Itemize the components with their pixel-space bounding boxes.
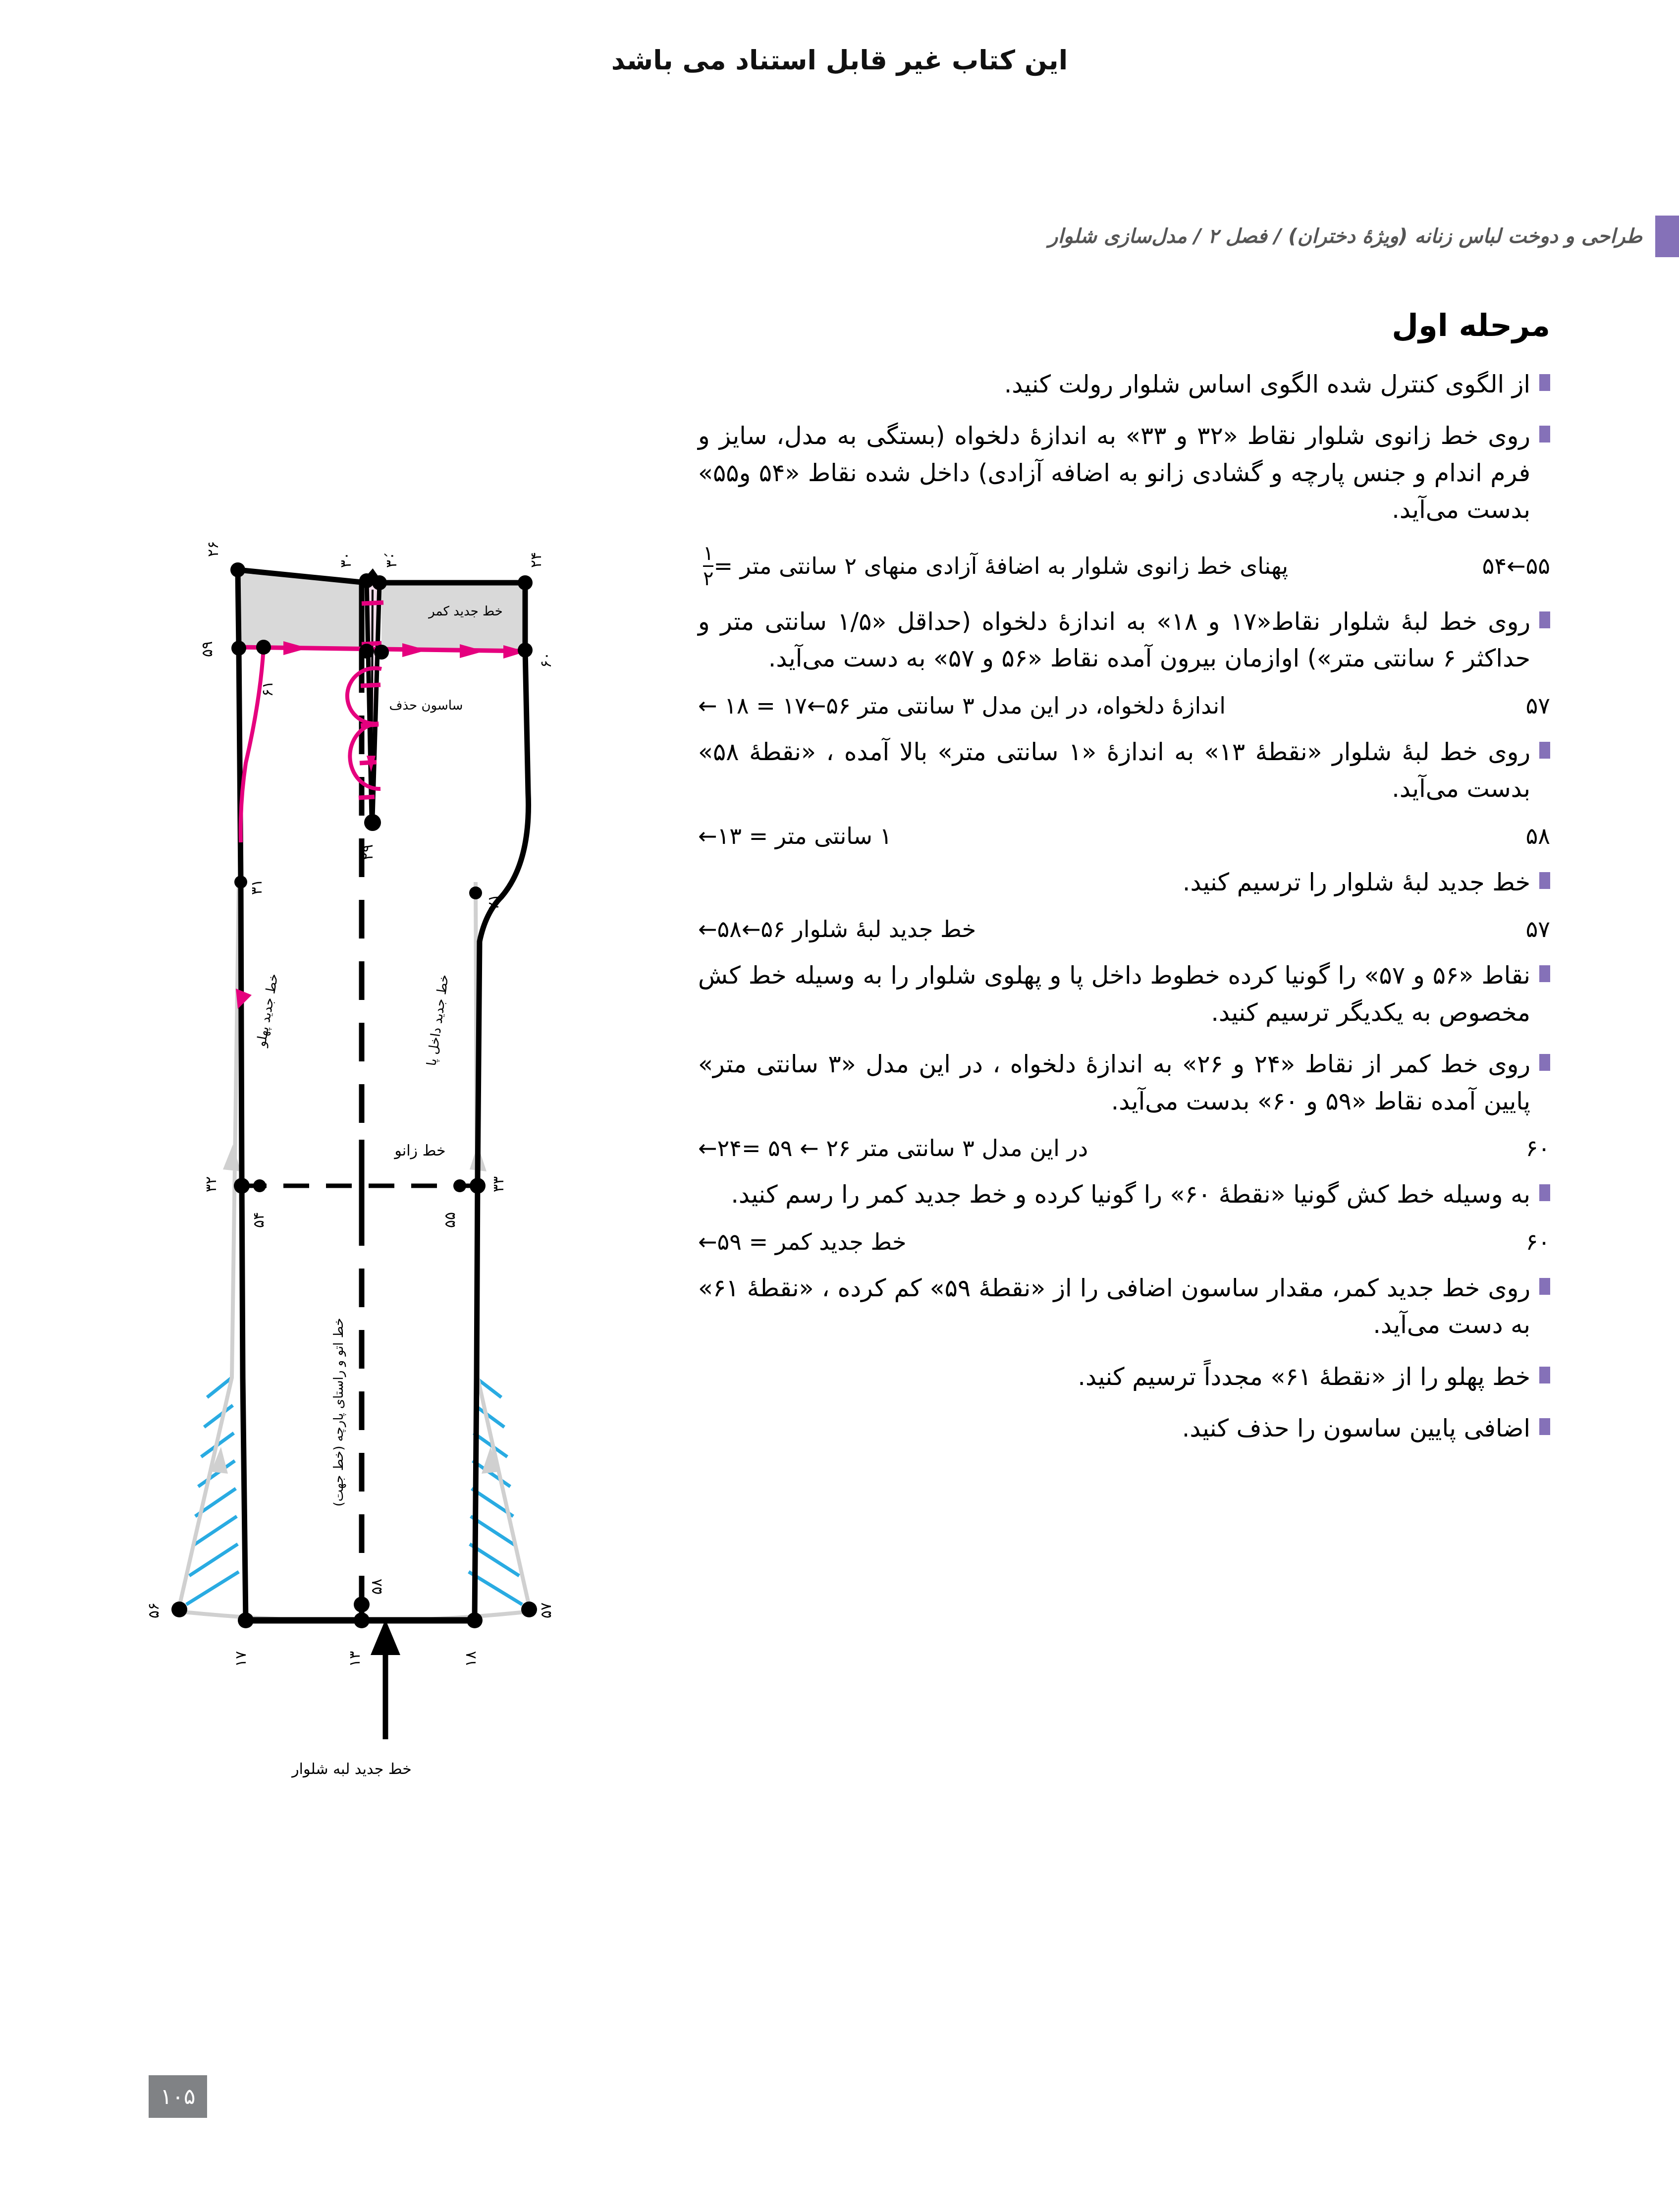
bullet-square-icon bbox=[1539, 426, 1550, 442]
list-item bbox=[698, 1270, 1550, 1344]
list-item bbox=[698, 418, 1550, 528]
running-header bbox=[168, 216, 1679, 257]
formula-row bbox=[698, 916, 1550, 942]
list-item-text: اضافی پایین ساسون را حذف کنید. bbox=[1182, 1414, 1530, 1442]
formula-result: ۶۰ bbox=[1525, 1135, 1550, 1162]
point-label-33: ۳۳ bbox=[490, 1176, 507, 1193]
bullet-square-icon bbox=[1539, 1367, 1550, 1383]
list-item-text: از الگوی کنترل شده الگوی اساس شلوار رولت کنید. bbox=[1004, 370, 1530, 398]
list-item-text: روی خط جدید کمر، مقدار ساسون اضافی را از «نقطهٔ ۵۹» کم کرده ، «نقطهٔ ۶۱» به دست می‌آید. bbox=[698, 1273, 1530, 1339]
bullet-square-icon bbox=[1539, 1278, 1550, 1295]
new-side-seam-curve bbox=[241, 647, 264, 842]
bullet-square-icon bbox=[1539, 965, 1550, 982]
fraction-denominator: ۲ bbox=[703, 565, 713, 589]
list-item-text: روی خط لبهٔ شلوار «نقطهٔ ۱۳» به اندازهٔ «۱ سانتی متر» بالا آمده ، «نقطهٔ ۵۸» بدست می‌آید. bbox=[698, 737, 1531, 803]
direction-arrow-icon bbox=[223, 1145, 241, 1171]
formula-text: خط جدید کمر = ۵۹← bbox=[698, 1228, 907, 1255]
formula-result: ۶۰ bbox=[1525, 1228, 1550, 1255]
formula-row bbox=[698, 544, 1550, 589]
formula-row bbox=[698, 692, 1550, 719]
point-label-17: ۱۷ bbox=[232, 1651, 250, 1667]
point-label-30: ۳۰ bbox=[337, 552, 355, 568]
formula-result: ۵۵←۵۴ bbox=[1482, 553, 1550, 580]
list-item-text: خط پهلو را از «نقطهٔ ۶۱» مجدداً ترسیم کنید. bbox=[1078, 1362, 1530, 1391]
label-new-side-line: خط جدید پهلو bbox=[254, 972, 281, 1048]
bullet-square-icon bbox=[1539, 611, 1550, 628]
list-item-text: به وسیله خط کش گونیا «نقطهٔ ۶۰» را گونیا کرده و خط جدید کمر را رسم کنید. bbox=[731, 1180, 1530, 1209]
label-knee-line: خط زانو bbox=[394, 1142, 446, 1160]
formula-text: ۱ سانتی متر = ۱۳← bbox=[698, 822, 892, 849]
trouser-pattern-drawing bbox=[145, 486, 743, 1923]
point-label-21: ۲۱ bbox=[485, 893, 502, 910]
list-item bbox=[698, 1176, 1550, 1213]
list-item-text: روی خط لبهٔ شلوار نقاط«۱۷ و ۱۸» به اندازهٔ دلخواه (حداقل «۱/۵ سانتی متر و حداکثر ۶ سانتی متر») اوازمان بیرون آمده نقاط «۵۶ و ۵۷» به دست می‌آید. bbox=[698, 607, 1530, 673]
list-item-text: روی خط زانوی شلوار نقاط «۳۲ و ۳۳» به اندازهٔ دلخواه (بستگی به مدل، سایز و فرم اندام و جنس پارچه و گشادی زانو به اضافه آزادی) داخل شده نقاط «۵۴ و۵۵» بدست می‌آید. bbox=[698, 422, 1530, 524]
formula-text: خط جدید لبهٔ شلوار ۵۶←۵۸← bbox=[698, 916, 976, 943]
point-label-26: ۲۶ bbox=[205, 541, 222, 557]
list-item-text: نقاط «۵۶ و ۵۷» را گونیا کرده خطوط داخل پا و پهلوی شلوار را به وسیله خط کش مخصوص به یکدیگر ترسیم کنید. bbox=[698, 961, 1530, 1027]
running-header-text: طراحی و دوخت لباس زنانه (ویژهٔ دختران) / فصل ۲ / مدل‌سازی شلوار bbox=[1048, 225, 1642, 248]
point-label-31: ۳۱ bbox=[248, 879, 266, 895]
point-label-54: ۵۴ bbox=[250, 1212, 268, 1228]
list-item bbox=[698, 1359, 1550, 1395]
formula-row bbox=[698, 1228, 1550, 1255]
point-label-60: ۶۰ bbox=[538, 652, 555, 668]
old-inseam-line bbox=[476, 882, 530, 1610]
label-new-waist-line: خط جدید کمر bbox=[429, 604, 503, 619]
point-label-61: ۶۱ bbox=[259, 680, 276, 697]
formula-result: ۵۷ bbox=[1525, 692, 1550, 719]
formula-row bbox=[698, 1135, 1550, 1161]
point-label-59: ۵۹ bbox=[199, 641, 216, 658]
point-label-32: ۳۲ bbox=[203, 1176, 220, 1193]
point-label-30-prime: ۳۰́ bbox=[383, 552, 400, 568]
list-item bbox=[698, 1410, 1550, 1447]
formula-result: ۵۷ bbox=[1525, 916, 1550, 943]
side-seam-outline bbox=[238, 570, 246, 1620]
point-label-29: ۲۹ bbox=[359, 844, 377, 861]
bullet-square-icon bbox=[1539, 1054, 1550, 1071]
instructions-column bbox=[698, 307, 1550, 1462]
point-label-57: ۵۷ bbox=[538, 1602, 555, 1619]
bullet-square-icon bbox=[1539, 1184, 1550, 1201]
list-item bbox=[698, 366, 1550, 403]
point-label-56: ۵۶ bbox=[145, 1602, 162, 1619]
list-item bbox=[698, 1046, 1550, 1120]
list-item bbox=[698, 604, 1550, 677]
bullet-square-icon bbox=[1539, 374, 1550, 391]
list-item-text: خط جدید لبهٔ شلوار را ترسیم کنید. bbox=[1182, 868, 1530, 896]
formula-text: در این مدل ۳ سانتی متر ۲۶ ← ۵۹ =۲۴← bbox=[698, 1135, 1088, 1162]
list-item bbox=[698, 864, 1550, 901]
point-label-24: ۲۴ bbox=[528, 552, 545, 568]
bullet-square-icon bbox=[1539, 742, 1550, 759]
non-citable-notice: این کتاب غیر قابل استناد می باشد bbox=[611, 45, 1068, 76]
bullet-square-icon bbox=[1539, 872, 1550, 889]
point-label-55: ۵۵ bbox=[441, 1212, 459, 1228]
point-label-13: ۱۳ bbox=[346, 1651, 364, 1667]
page-title: مرحله اول bbox=[1392, 307, 1550, 343]
label-grain-line: خط اتو و راستای پارچه (خط جهت) bbox=[331, 1318, 346, 1507]
formula-result: ۵۸ bbox=[1525, 822, 1550, 849]
point-label-18: ۱۸ bbox=[462, 1651, 480, 1667]
bullet-square-icon bbox=[1539, 1418, 1550, 1435]
label-new-inseam-line: خط جدید داخل پا bbox=[424, 973, 452, 1067]
page-number: ۱۰۵ bbox=[149, 2075, 207, 2118]
old-side-seam-line bbox=[178, 882, 239, 1610]
point-label-58: ۵۸ bbox=[368, 1578, 385, 1595]
list-item-text: روی خط کمر از نقاط «۲۴ و ۲۶» به اندازهٔ دلخواه ، در این مدل «۳ سانتی متر» پایین آمده نقاط «۵۹ و ۶۰» بدست می‌آید. bbox=[698, 1050, 1530, 1115]
dart-centre-line bbox=[372, 590, 373, 803]
fraction-numerator: ۱ bbox=[703, 542, 714, 565]
hem-flare-hatch-left bbox=[186, 1378, 239, 1604]
accent-swatch-icon bbox=[1655, 216, 1679, 257]
diagram-caption: خط جدید لبه شلوار bbox=[292, 1761, 412, 1778]
label-dart-remove: ساسون حذف bbox=[389, 698, 463, 713]
hem-callout-arrow-icon bbox=[371, 1619, 400, 1739]
formula-row bbox=[698, 823, 1550, 849]
list-item bbox=[698, 734, 1550, 808]
list-item bbox=[698, 957, 1550, 1031]
formula-text: اندازهٔ دلخواه، در این مدل ۳ سانتی متر ۵۶←۱۷ = ۱۸ ← bbox=[698, 692, 1226, 719]
formula-text: پهنای خط زانوی شلوار به اضافهٔ آزادی منهای ۲ سانتی متر = bbox=[713, 553, 1289, 580]
